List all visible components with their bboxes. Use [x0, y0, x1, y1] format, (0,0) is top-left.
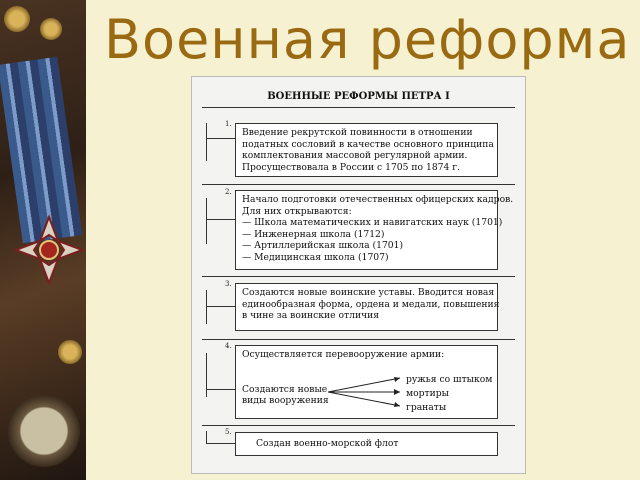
order-cross-icon	[14, 215, 84, 285]
panel-heading: ВОЕННЫЕ РЕФОРМЫ ПЕТРА I	[267, 91, 450, 102]
item-line: податных сословий в качестве основного принципа	[242, 138, 494, 150]
compass-image	[8, 395, 80, 467]
connector-line	[206, 219, 235, 220]
item-line: комплектования массовой регулярной армии.	[242, 150, 468, 162]
connector-line	[206, 443, 235, 444]
coin-image	[58, 340, 82, 364]
reform-item-4	[235, 345, 498, 419]
item-line: Создаются новые воинские уставы. Вводится новая	[242, 287, 495, 298]
item-line: виды вооружения	[242, 395, 329, 406]
weapon-item: мортиры	[406, 388, 449, 399]
item-line: — Инженерная школа (1712)	[242, 228, 385, 240]
item-line: Начало подготовки отечественных офицерских кадров.	[242, 194, 514, 205]
reform-item-2	[235, 190, 514, 270]
item-line: Просуществовала в России с 1705 по 1874 г.	[242, 161, 461, 173]
separator-line	[202, 425, 515, 426]
item-line: — Школа математических и навигатских наук (1701)	[242, 217, 503, 229]
coin-image	[40, 18, 62, 40]
item-number: 4.	[225, 342, 232, 350]
item-line: — Артиллерийская школа (1701)	[242, 240, 404, 252]
connector-line	[206, 431, 207, 443]
weapons-lead-text	[242, 384, 329, 406]
branch-arrows-icon	[328, 372, 404, 412]
connector-line	[206, 198, 207, 244]
item-line: единообразная форма, ордена и медали, повышения	[242, 298, 500, 310]
reforms-panel	[191, 76, 526, 474]
weapon-item: гранаты	[406, 402, 447, 413]
connector-line	[206, 290, 207, 324]
item-line: в чине за воинские отличия	[242, 310, 380, 322]
item-number: 3.	[225, 280, 232, 288]
reform-item-1	[235, 123, 498, 177]
item-line: — Медицинская школа (1707)	[242, 251, 389, 263]
item-line: Осуществляется перевооружение армии:	[242, 349, 445, 360]
separator-line	[202, 276, 515, 277]
reform-item-3	[235, 283, 498, 331]
item-number: 1.	[225, 120, 232, 128]
connector-line	[206, 353, 207, 397]
connector-line	[206, 138, 235, 139]
item-line: Создаются новые	[242, 384, 328, 395]
connector-line	[206, 306, 235, 307]
connector-line	[206, 123, 207, 161]
slide-title: Военная реформа	[104, 8, 631, 71]
separator-line	[202, 184, 515, 185]
coin-image	[4, 6, 30, 32]
connector-line	[206, 389, 235, 390]
weapon-item: ружья со штыком	[406, 374, 493, 385]
item-number: 2.	[225, 188, 232, 196]
item-number: 5.	[225, 428, 232, 436]
reform-item-5	[235, 432, 498, 456]
separator-line	[202, 339, 515, 340]
item-line: Для них открываются:	[242, 205, 352, 217]
item-line: Введение рекрутской повинности в отношении	[242, 127, 473, 138]
item-line: Создан военно-морской флот	[256, 438, 399, 449]
decorative-medals-image	[0, 0, 86, 480]
separator-line	[202, 107, 515, 108]
